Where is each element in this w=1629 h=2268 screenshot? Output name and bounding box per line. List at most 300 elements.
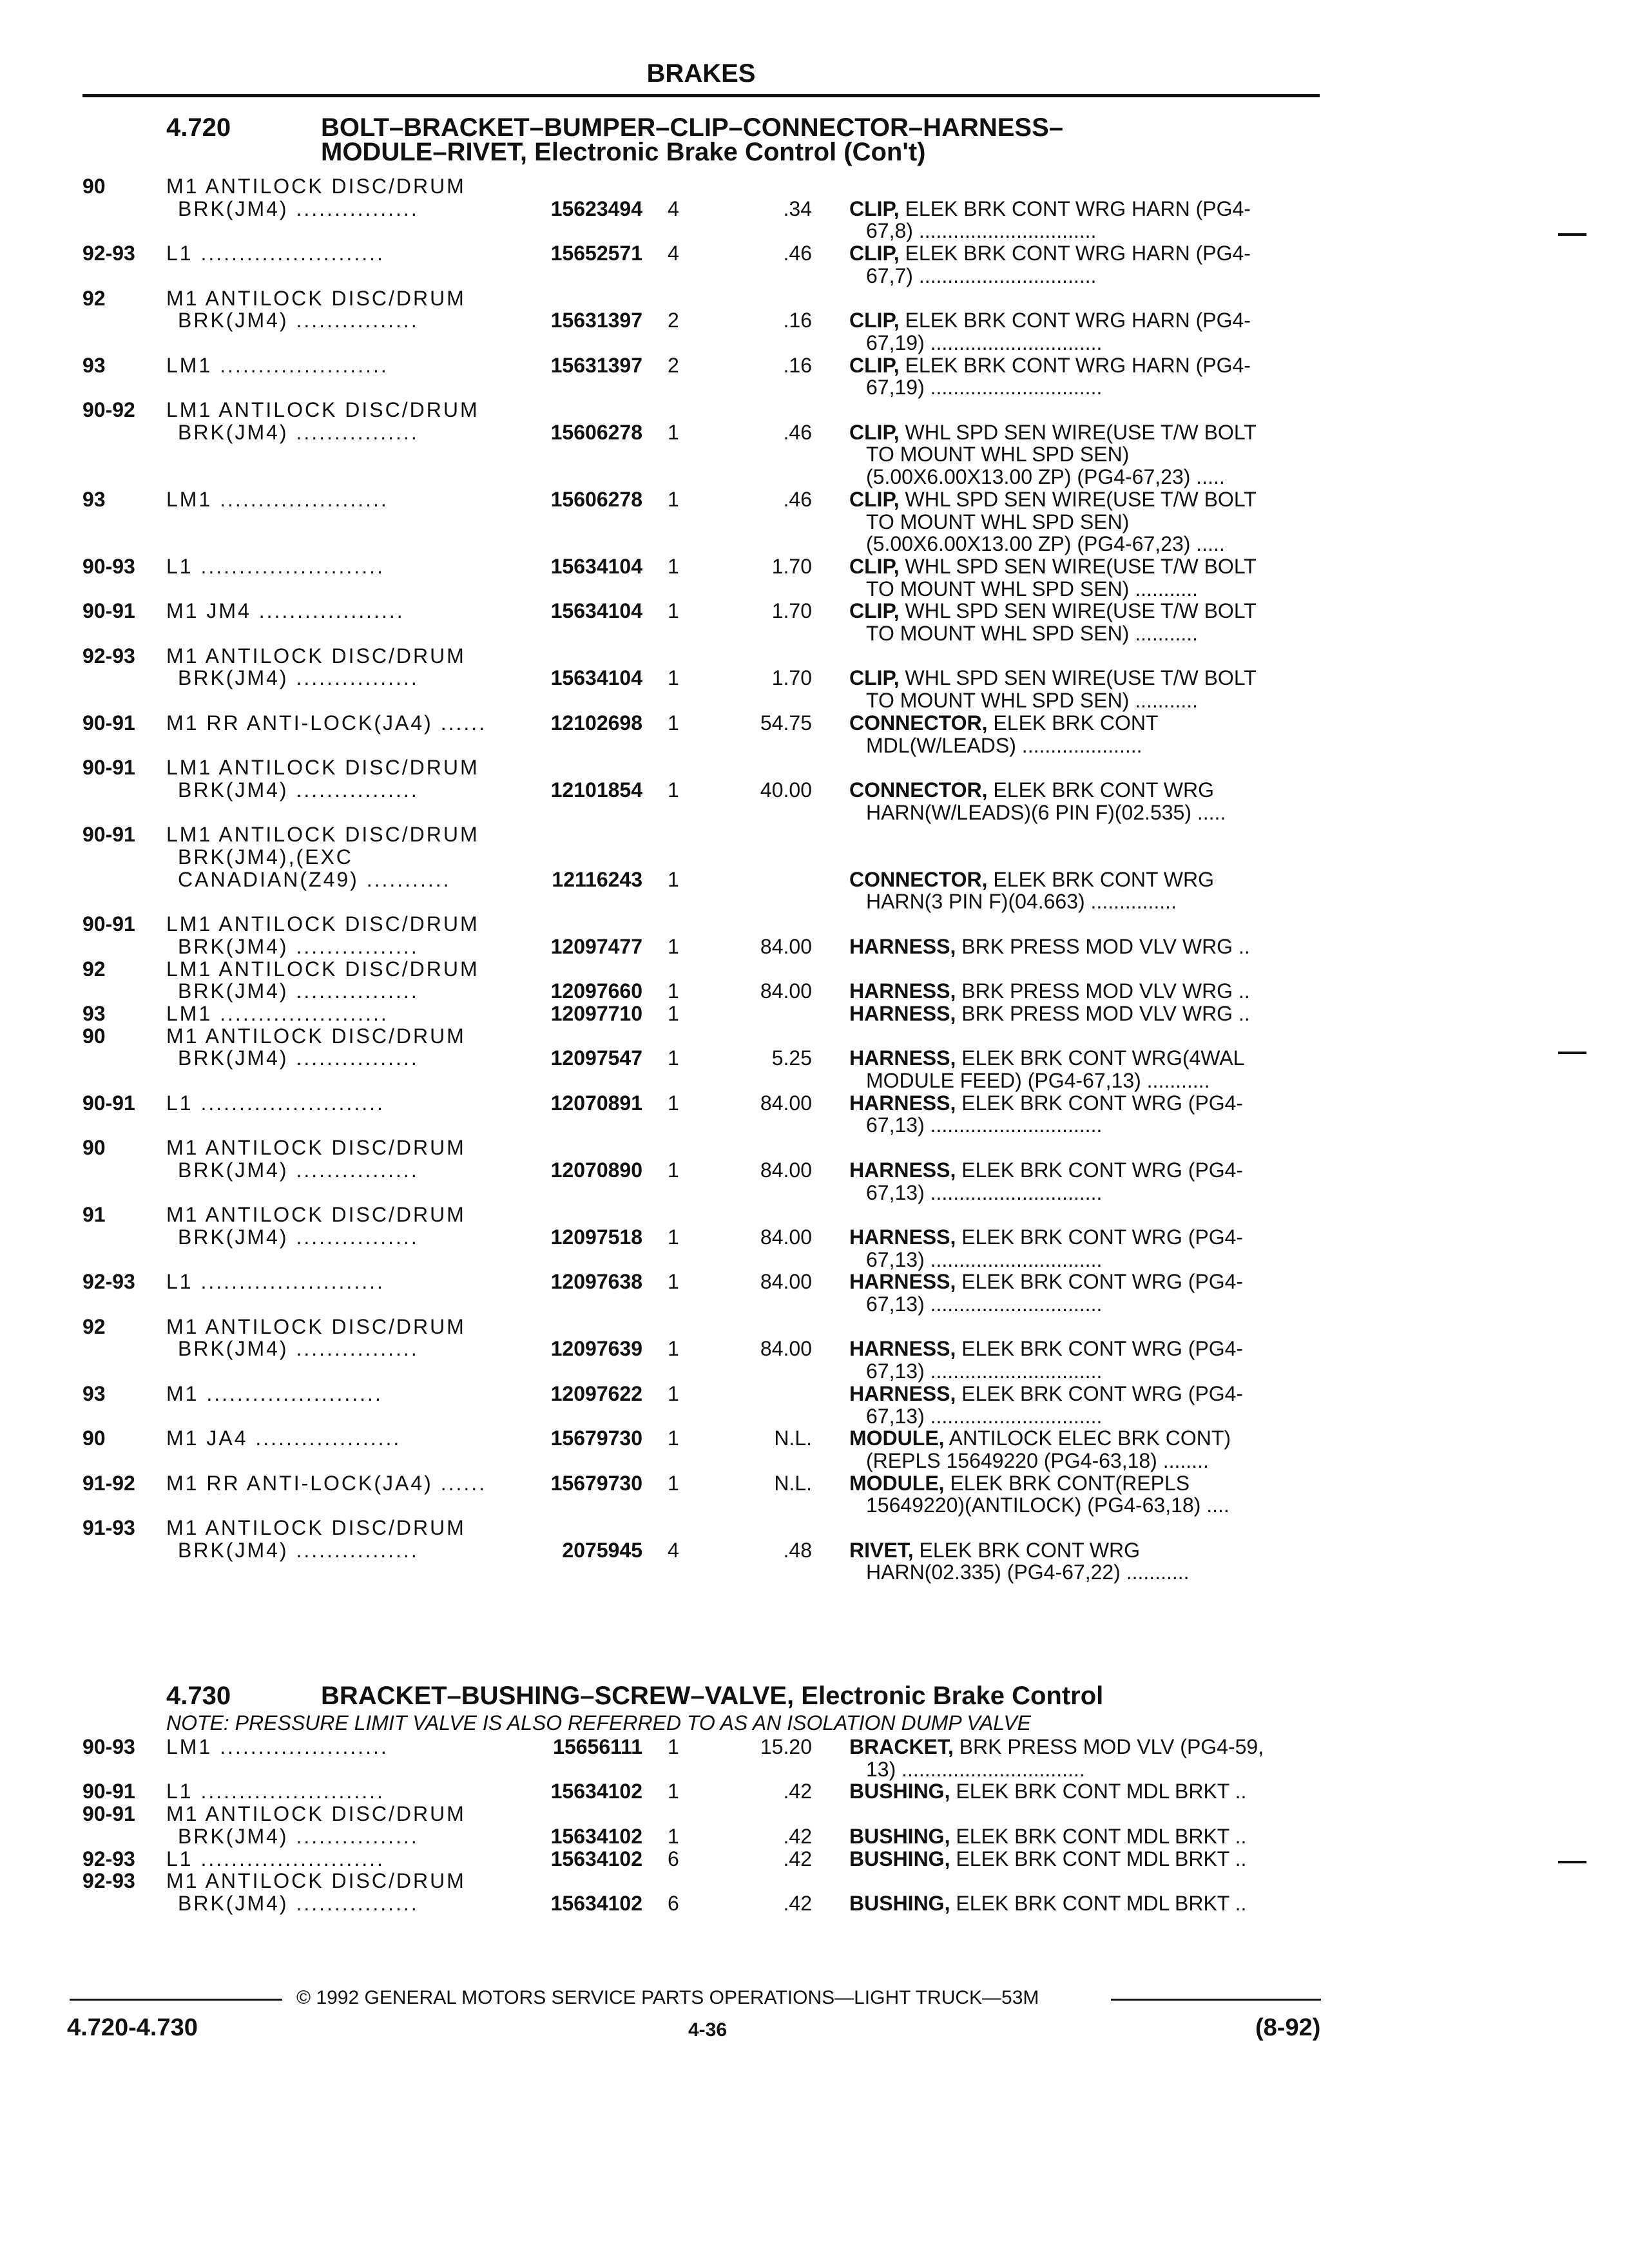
part-number: 12097622 xyxy=(550,1381,642,1405)
table-row xyxy=(0,755,1629,780)
margin-mark xyxy=(1558,1052,1586,1054)
part-number: 12097477 xyxy=(550,934,642,958)
price: .46 xyxy=(783,487,812,511)
model-description: L1 ........................ xyxy=(166,1091,385,1115)
model-description: L1 ........................ xyxy=(166,554,385,578)
part-description xyxy=(849,711,1158,735)
part-number: 2075945 xyxy=(562,1538,642,1562)
part-description-continued: 67,13) .............................. xyxy=(866,1360,1103,1383)
table-row xyxy=(0,197,1629,221)
model-description: LM1 ...................... xyxy=(166,1001,389,1025)
part-description xyxy=(849,979,1250,1003)
table-row xyxy=(0,1515,1629,1540)
part-number: 12116243 xyxy=(552,867,642,891)
model-year: 90-92 xyxy=(82,398,135,421)
table-row xyxy=(0,1538,1629,1562)
part-description-continued: HARN(02.335) (PG4-67,22) ........... xyxy=(866,1561,1190,1584)
part-detail: BRK PRESS MOD VLV (PG4-59, xyxy=(953,1735,1264,1758)
table-row xyxy=(0,1471,1629,1495)
quantity: 1 xyxy=(668,979,679,1003)
part-description-continued: MODULE FEED) (PG4-67,13) ........... xyxy=(866,1069,1210,1092)
part-detail: BRK PRESS MOD VLV WRG .. xyxy=(956,1001,1250,1025)
part-detail: ELEK BRK CONT WRG xyxy=(987,867,1214,891)
section-title-line-1: BOLT–BRACKET–BUMPER–CLIP–CONNECTOR–HARNESS– xyxy=(321,113,1064,142)
price: 1.70 xyxy=(771,666,812,690)
part-number: 12097518 xyxy=(550,1225,642,1249)
model-year: 92-93 xyxy=(82,242,135,265)
table-row xyxy=(0,1869,1629,1893)
part-number: 12070891 xyxy=(550,1091,642,1115)
part-keyword: CLIP, xyxy=(849,309,900,332)
quantity: 1 xyxy=(668,1735,679,1758)
table-row xyxy=(0,465,1629,489)
quantity: 1 xyxy=(668,1046,679,1070)
part-keyword: MODULE, xyxy=(849,1471,945,1495)
table-row xyxy=(0,420,1629,445)
model-year: 92-93 xyxy=(82,1847,135,1870)
part-keyword: CONNECTOR, xyxy=(849,867,988,891)
part-description-continued: 15649220)(ANTILOCK) (PG4-63,18) .... xyxy=(866,1494,1229,1517)
quantity: 1 xyxy=(668,1381,679,1405)
part-keyword: HARNESS, xyxy=(849,1046,956,1070)
model-year: 90 xyxy=(82,175,106,198)
model-year: 92 xyxy=(82,1314,106,1338)
table-row xyxy=(0,934,1629,959)
model-year: 90 xyxy=(82,1136,106,1160)
table-row xyxy=(0,599,1629,623)
model-description: BRK(JM4) ................ xyxy=(178,1824,419,1848)
part-keyword: HARNESS, xyxy=(849,1001,956,1025)
model-description: BRK(JM4) ................ xyxy=(178,1158,419,1182)
part-description xyxy=(849,599,1257,623)
part-description xyxy=(849,197,1251,221)
model-year: 90-91 xyxy=(82,1802,135,1826)
model-year: 91-92 xyxy=(82,1471,135,1495)
table-row xyxy=(0,375,1629,399)
quantity: 4 xyxy=(668,197,679,220)
part-description-continued: HARN(3 PIN F)(04.663) ............... xyxy=(866,890,1177,914)
table-row xyxy=(0,1404,1629,1428)
part-description xyxy=(849,1225,1243,1249)
section-title-line-2: MODULE–RIVET, Electronic Brake Control (Con't) xyxy=(321,138,926,166)
model-description: BRK(JM4) ................ xyxy=(178,666,419,690)
model-year: 92-93 xyxy=(82,1869,135,1893)
part-description-continued: (5.00X6.00X13.00 ZP) (PG4-67,23) ..... xyxy=(866,532,1225,556)
part-description xyxy=(849,1824,1246,1849)
part-detail: ELEK BRK CONT MDL BRKT .. xyxy=(950,1824,1247,1848)
part-detail: WHL SPD SEN WIRE(USE T/W BOLT xyxy=(899,554,1257,578)
quantity: 1 xyxy=(668,1270,679,1294)
table-row xyxy=(0,1225,1629,1249)
section-title-2: BRACKET–BUSHING–SCREW–VALVE, Electronic Brake Control xyxy=(321,1682,1104,1710)
table-row xyxy=(0,174,1629,198)
part-keyword: CLIP, xyxy=(849,599,900,623)
part-keyword: CLIP, xyxy=(849,353,900,377)
part-keyword: HARNESS, xyxy=(849,1225,956,1249)
part-detail: BRK PRESS MOD VLV WRG .. xyxy=(956,934,1250,958)
part-keyword: HARNESS, xyxy=(849,1381,956,1405)
table-row xyxy=(0,1091,1629,1115)
model-description: M1 ANTILOCK DISC/DRUM xyxy=(166,1203,466,1227)
part-keyword: HARNESS, xyxy=(849,1337,956,1361)
part-description-continued: TO MOUNT WHL SPD SEN) xyxy=(866,443,1130,466)
quantity: 1 xyxy=(668,554,679,578)
part-description-continued: 67,13) .............................. xyxy=(866,1293,1103,1316)
part-keyword: BUSHING, xyxy=(849,1780,950,1803)
part-description xyxy=(849,241,1251,265)
quantity: 6 xyxy=(668,1891,679,1915)
section-note: NOTE: PRESSURE LIMIT VALVE IS ALSO REFERRED TO AS AN ISOLATION DUMP VALVE xyxy=(166,1711,1031,1735)
part-detail: ELEK BRK CONT WRG HARN (PG4- xyxy=(899,353,1251,377)
part-description xyxy=(849,487,1257,512)
table-row xyxy=(0,1891,1629,1916)
table-row xyxy=(0,1779,1629,1803)
part-keyword: BUSHING, xyxy=(849,1891,950,1915)
price: .34 xyxy=(783,197,812,220)
table-row xyxy=(0,1847,1629,1871)
model-year: 93 xyxy=(82,1001,106,1025)
part-number: 15606278 xyxy=(550,487,642,511)
part-detail: ELEK BRK CONT WRG xyxy=(913,1538,1141,1562)
part-detail: ELEK BRK CONT WRG HARN (PG4- xyxy=(899,309,1251,332)
part-keyword: CLIP, xyxy=(849,666,900,690)
model-description: M1 ANTILOCK DISC/DRUM xyxy=(166,286,466,310)
quantity: 4 xyxy=(668,242,679,265)
model-description: LM1 ...................... xyxy=(166,1735,389,1758)
table-row xyxy=(0,577,1629,601)
table-row xyxy=(0,1046,1629,1070)
price: 5.25 xyxy=(771,1046,812,1070)
table-row xyxy=(0,353,1629,378)
price: .16 xyxy=(783,353,812,377)
table-row xyxy=(0,218,1629,243)
price: 54.75 xyxy=(760,711,812,735)
page-header: BRAKES xyxy=(646,59,756,88)
margin-mark xyxy=(1558,1861,1586,1863)
price: N.L. xyxy=(774,1471,812,1495)
table-row xyxy=(0,1735,1629,1759)
part-number: 12097638 xyxy=(550,1270,642,1294)
table-row xyxy=(0,979,1629,1003)
part-description xyxy=(849,420,1257,445)
part-description xyxy=(849,1091,1243,1115)
model-year: 92-93 xyxy=(82,1270,135,1294)
part-description xyxy=(849,867,1214,892)
part-description xyxy=(849,1847,1246,1871)
table-row xyxy=(0,1359,1629,1383)
model-year: 91 xyxy=(82,1203,106,1227)
part-keyword: CLIP, xyxy=(849,554,900,578)
part-description xyxy=(849,1891,1246,1916)
part-number: 15634104 xyxy=(550,554,642,578)
quantity: 1 xyxy=(668,599,679,623)
table-row xyxy=(0,822,1629,847)
table-row xyxy=(0,241,1629,265)
model-description: M1 ANTILOCK DISC/DRUM xyxy=(166,1869,466,1893)
part-description xyxy=(849,666,1257,690)
price: .42 xyxy=(783,1847,812,1870)
price: 1.70 xyxy=(771,599,812,623)
part-number: 15634102 xyxy=(550,1780,642,1803)
part-description xyxy=(849,1426,1231,1450)
part-description-continued: (REPLS 15649220 (PG4-63,18) ........ xyxy=(866,1448,1209,1472)
quantity: 1 xyxy=(668,778,679,802)
quantity: 1 xyxy=(668,666,679,690)
model-description: LM1 ...................... xyxy=(166,353,389,377)
price: 15.20 xyxy=(760,1735,812,1758)
model-description: L1 ........................ xyxy=(166,1270,385,1294)
part-detail: ELEK BRK CONT WRG HARN (PG4- xyxy=(899,242,1251,265)
table-row xyxy=(0,1493,1629,1517)
part-description xyxy=(849,934,1250,959)
model-year: 90-91 xyxy=(82,823,135,847)
part-description xyxy=(849,1158,1243,1182)
part-keyword: CLIP, xyxy=(849,242,900,265)
part-number: 12097547 xyxy=(550,1046,642,1070)
model-year: 93 xyxy=(82,353,106,377)
part-keyword: HARNESS, xyxy=(849,1158,956,1182)
part-number: 12101854 xyxy=(550,778,642,802)
margin-mark xyxy=(1558,233,1586,236)
model-year: 92-93 xyxy=(82,644,135,668)
model-description: BRK(JM4) ................ xyxy=(178,979,419,1003)
part-keyword: HARNESS, xyxy=(849,1091,956,1115)
part-description xyxy=(849,1735,1264,1759)
price: N.L. xyxy=(774,1427,812,1450)
model-description: M1 ANTILOCK DISC/DRUM xyxy=(166,175,466,198)
price: 84.00 xyxy=(760,934,812,958)
price: 84.00 xyxy=(760,1225,812,1249)
quantity: 1 xyxy=(668,1091,679,1115)
part-description xyxy=(849,554,1257,579)
table-row xyxy=(0,1824,1629,1849)
part-detail: WHL SPD SEN WIRE(USE T/W BOLT xyxy=(899,599,1257,623)
model-description: LM1 ...................... xyxy=(166,487,389,511)
price: .48 xyxy=(783,1538,812,1562)
model-year: 92 xyxy=(82,957,106,981)
part-detail: ELEK BRK CONT WRG(4WAL xyxy=(956,1046,1245,1070)
table-row xyxy=(0,1247,1629,1272)
model-description: BRK(JM4) ................ xyxy=(178,420,419,444)
model-description: M1 JM4 ................... xyxy=(166,599,405,623)
part-detail: ELEK BRK CONT WRG (PG4- xyxy=(956,1158,1244,1182)
table-row xyxy=(0,1158,1629,1182)
part-description-continued: (5.00X6.00X13.00 ZP) (PG4-67,23) ..... xyxy=(866,465,1225,489)
part-number: 15634102 xyxy=(550,1824,642,1848)
quantity: 2 xyxy=(668,353,679,377)
price: .16 xyxy=(783,309,812,332)
model-year: 93 xyxy=(82,1381,106,1405)
table-row xyxy=(0,845,1629,869)
table-row xyxy=(0,286,1629,311)
model-description: L1 ........................ xyxy=(166,242,385,265)
model-year: 90 xyxy=(82,1024,106,1048)
part-detail: WHL SPD SEN WIRE(USE T/W BOLT xyxy=(899,420,1257,444)
model-year: 90-93 xyxy=(82,1735,135,1758)
quantity: 1 xyxy=(668,1337,679,1361)
model-description: M1 ANTILOCK DISC/DRUM xyxy=(166,1802,466,1826)
part-number: 12070890 xyxy=(550,1158,642,1182)
model-description: CANADIAN(Z49) ........... xyxy=(178,867,451,891)
price: .46 xyxy=(783,420,812,444)
part-number: 15606278 xyxy=(550,420,642,444)
quantity: 1 xyxy=(668,487,679,511)
part-description-continued: 67,13) .............................. xyxy=(866,1404,1103,1428)
part-description-continued: TO MOUNT WHL SPD SEN) ........... xyxy=(866,622,1199,645)
part-number: 12097660 xyxy=(550,979,642,1003)
table-row xyxy=(0,912,1629,936)
revision-date: (8-92) xyxy=(1255,2014,1321,2041)
table-row xyxy=(0,1292,1629,1316)
header-rule xyxy=(82,94,1320,97)
part-description-continued: 67,13) .............................. xyxy=(866,1113,1103,1137)
part-detail: ELEK BRK CONT WRG (PG4- xyxy=(956,1270,1244,1294)
model-description: M1 ANTILOCK DISC/DRUM xyxy=(166,1314,466,1338)
part-detail: ELEK BRK CONT WRG HARN (PG4- xyxy=(899,197,1251,220)
quantity: 1 xyxy=(668,867,679,891)
table-row xyxy=(0,688,1629,713)
page-number: 4-36 xyxy=(688,2019,728,2041)
model-description: M1 RR ANTI-LOCK(JA4) ...... xyxy=(166,1471,487,1495)
part-keyword: BUSHING, xyxy=(849,1847,950,1870)
quantity: 1 xyxy=(668,1158,679,1182)
table-row xyxy=(0,1024,1629,1048)
part-keyword: RIVET, xyxy=(849,1538,914,1562)
model-description: M1 ANTILOCK DISC/DRUM xyxy=(166,1136,466,1160)
quantity: 1 xyxy=(668,420,679,444)
part-keyword: CLIP, xyxy=(849,197,900,220)
model-description: BRK(JM4) ................ xyxy=(178,778,419,802)
table-row xyxy=(0,308,1629,332)
part-description xyxy=(849,1538,1140,1562)
part-description-continued: TO MOUNT WHL SPD SEN) ........... xyxy=(866,689,1199,713)
table-row xyxy=(0,1068,1629,1093)
part-number: 15631397 xyxy=(550,309,642,332)
table-row xyxy=(0,1381,1629,1406)
part-number: 12097639 xyxy=(550,1337,642,1361)
part-detail: ANTILOCK ELEC BRK CONT) xyxy=(944,1427,1231,1450)
part-keyword: BRACKET, xyxy=(849,1735,954,1758)
part-keyword: HARNESS, xyxy=(849,934,956,958)
part-description xyxy=(849,353,1251,378)
part-description xyxy=(849,778,1214,802)
part-description-continued: TO MOUNT WHL SPD SEN) xyxy=(866,510,1130,533)
table-row xyxy=(0,800,1629,825)
model-year: 93 xyxy=(82,487,106,511)
table-row xyxy=(0,733,1629,758)
part-description-continued: HARN(W/LEADS)(6 PIN F)(02.535) ..... xyxy=(866,800,1226,824)
part-description xyxy=(849,1471,1190,1495)
part-number: 15679730 xyxy=(550,1427,642,1450)
part-detail: ELEK BRK CONT xyxy=(987,711,1159,735)
copyright: © 1992 GENERAL MOTORS SERVICE PARTS OPERATIONS—LIGHT TRUCK—53M xyxy=(296,1987,1039,2008)
part-description-continued: 67,8) ............................... xyxy=(866,219,1097,243)
model-description: L1 ........................ xyxy=(166,1780,385,1803)
table-row xyxy=(0,621,1629,646)
model-year: 91-93 xyxy=(82,1516,135,1539)
part-keyword: MODULE, xyxy=(849,1427,945,1450)
quantity: 1 xyxy=(668,1824,679,1848)
price: 84.00 xyxy=(760,979,812,1003)
model-description: BRK(JM4) ................ xyxy=(178,309,419,332)
model-year: 90-93 xyxy=(82,554,135,578)
section-number: 4.720 xyxy=(166,113,231,142)
table-row xyxy=(0,1426,1629,1450)
part-description xyxy=(849,1046,1244,1070)
model-description: BRK(JM4),(EXC xyxy=(178,845,353,869)
table-row xyxy=(0,1269,1629,1294)
model-description: M1 RR ANTI-LOCK(JA4) ...... xyxy=(166,711,487,735)
model-year: 90-91 xyxy=(82,756,135,780)
quantity: 4 xyxy=(668,1538,679,1562)
part-description-continued: TO MOUNT WHL SPD SEN) ........... xyxy=(866,577,1199,601)
table-row xyxy=(0,666,1629,690)
table-row xyxy=(0,532,1629,556)
table-row xyxy=(0,264,1629,288)
model-description: BRK(JM4) ................ xyxy=(178,1337,419,1361)
quantity: 6 xyxy=(668,1847,679,1870)
part-number: 15652571 xyxy=(550,242,642,265)
part-description-continued: 13) ................................ xyxy=(866,1757,1085,1781)
section-number-2: 4.730 xyxy=(166,1682,231,1710)
model-description: BRK(JM4) ................ xyxy=(178,197,419,220)
model-year: 90-91 xyxy=(82,1091,135,1115)
part-detail: ELEK BRK CONT(REPLS xyxy=(944,1471,1190,1495)
model-description: BRK(JM4) ................ xyxy=(178,1225,419,1249)
model-description: LM1 ANTILOCK DISC/DRUM xyxy=(166,957,479,981)
model-year: 90-91 xyxy=(82,912,135,936)
price: .46 xyxy=(783,242,812,265)
part-description xyxy=(849,1269,1243,1294)
part-description-continued: 67,19) .............................. xyxy=(866,376,1103,399)
part-number: 15634102 xyxy=(550,1891,642,1915)
table-row xyxy=(0,1560,1629,1584)
price: 84.00 xyxy=(760,1337,812,1361)
quantity: 1 xyxy=(668,1471,679,1495)
table-row xyxy=(0,1757,1629,1782)
part-description-continued: 67,13) .............................. xyxy=(866,1180,1103,1204)
part-keyword: BUSHING, xyxy=(849,1824,950,1848)
model-description: M1 JA4 ................... xyxy=(166,1427,401,1450)
table-row xyxy=(0,778,1629,802)
model-year: 90-91 xyxy=(82,711,135,735)
model-description: L1 ........................ xyxy=(166,1847,385,1870)
part-description-continued: 67,7) ............................... xyxy=(866,264,1097,287)
table-row xyxy=(0,644,1629,668)
model-description: BRK(JM4) ................ xyxy=(178,934,419,958)
model-description: LM1 ANTILOCK DISC/DRUM xyxy=(166,398,479,421)
table-row xyxy=(0,331,1629,355)
part-detail: ELEK BRK CONT MDL BRKT .. xyxy=(950,1780,1247,1803)
part-detail: ELEK BRK CONT WRG (PG4- xyxy=(956,1091,1244,1115)
part-detail: ELEK BRK CONT MDL BRKT .. xyxy=(950,1847,1247,1870)
part-detail: BRK PRESS MOD VLV WRG .. xyxy=(956,979,1250,1003)
table-row xyxy=(0,867,1629,892)
part-number: 15634102 xyxy=(550,1847,642,1870)
part-detail: ELEK BRK CONT WRG xyxy=(987,778,1214,802)
model-description: BRK(JM4) ................ xyxy=(178,1046,419,1070)
quantity: 1 xyxy=(668,1427,679,1450)
part-number: 15679730 xyxy=(550,1471,642,1495)
part-number: 15623494 xyxy=(550,197,642,220)
price: 84.00 xyxy=(760,1091,812,1115)
model-description: M1 ANTILOCK DISC/DRUM xyxy=(166,644,466,668)
table-row xyxy=(0,1802,1629,1826)
table-row xyxy=(0,1001,1629,1026)
price: .42 xyxy=(783,1824,812,1848)
price: 1.70 xyxy=(771,554,812,578)
table-row xyxy=(0,442,1629,466)
